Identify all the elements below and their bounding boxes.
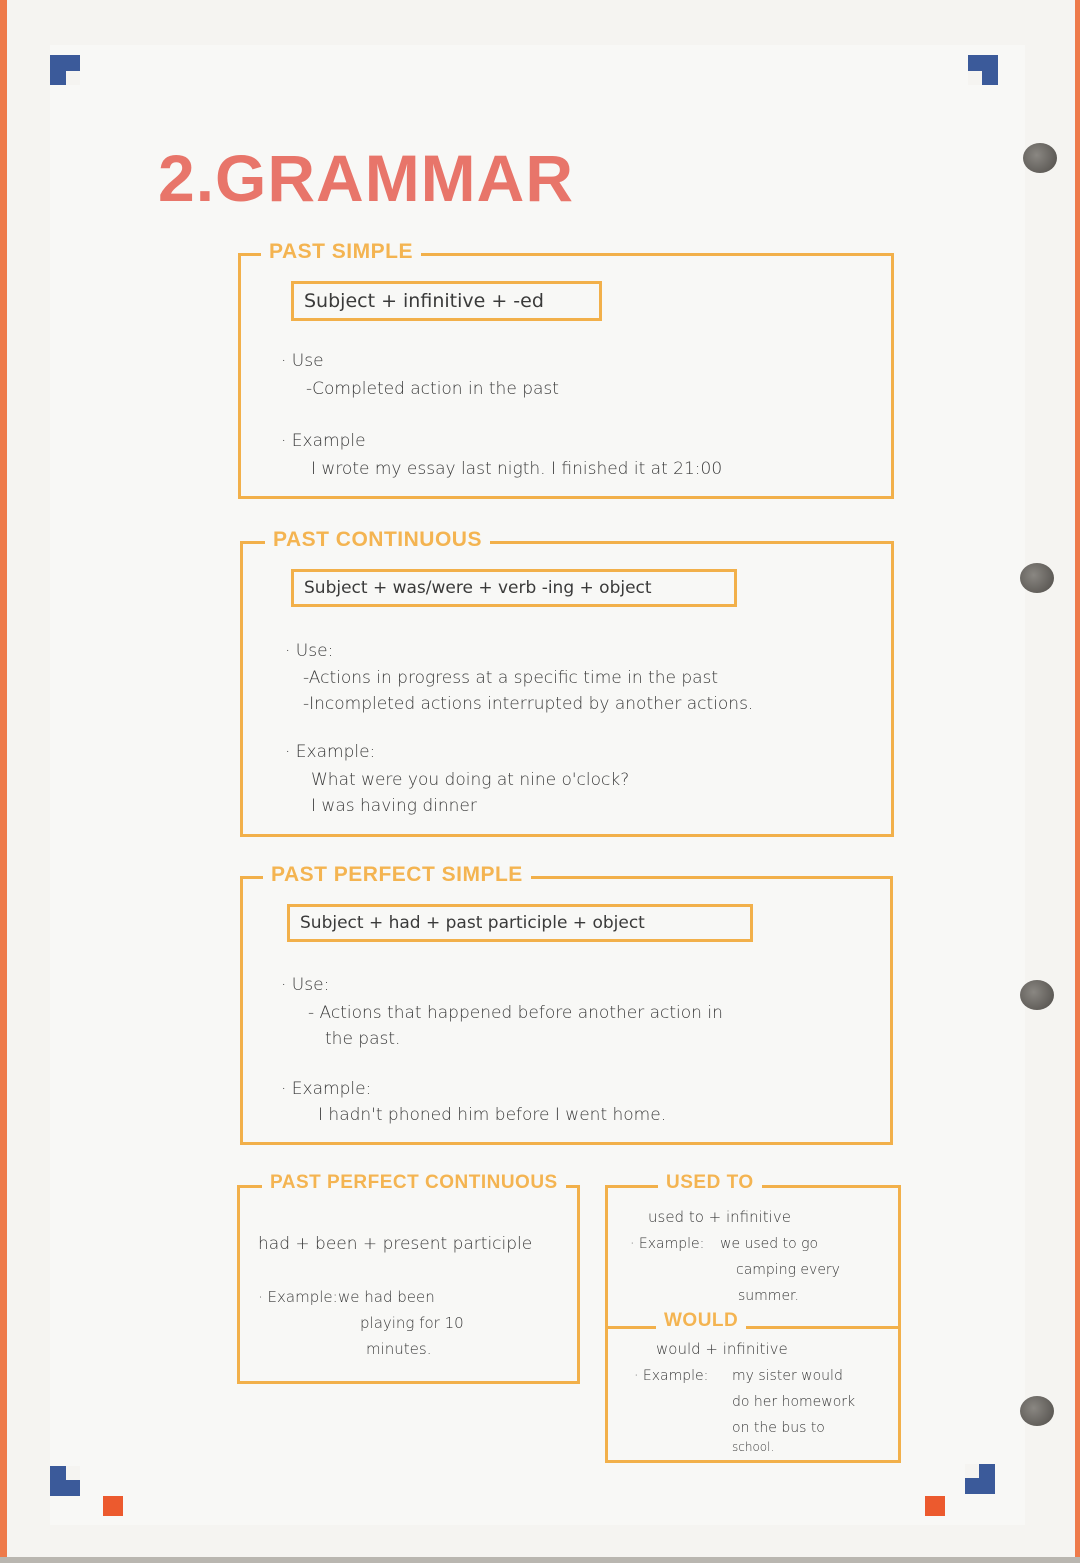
example-text: camping every — [736, 1262, 840, 1278]
example-text: minutes. — [366, 1340, 432, 1358]
example-text: What were you doing at nine o'clock? — [311, 770, 630, 790]
use-label: · Use: — [281, 975, 330, 995]
section-past-perfect-simple — [240, 863, 893, 1145]
use-label: · Use — [281, 351, 324, 371]
example-label: · Example: — [634, 1368, 709, 1384]
section-heading: USED TO — [658, 1172, 762, 1194]
example-text: school. — [732, 1440, 775, 1454]
page-edge-bottom — [0, 1557, 1080, 1563]
section-divider — [608, 1326, 898, 1329]
page-title: 2.GRAMMAR — [158, 141, 574, 215]
section-heading: PAST SIMPLE — [261, 240, 421, 264]
corner-marker-icon — [965, 1464, 995, 1494]
section-heading: PAST PERFECT CONTINUOUS — [262, 1172, 566, 1194]
corner-marker-icon — [968, 55, 998, 85]
example-label: · Example: — [630, 1236, 705, 1252]
section-heading: PAST CONTINUOUS — [265, 528, 490, 552]
corner-marker-icon — [50, 55, 80, 85]
formula-text: would + infinitive — [656, 1340, 788, 1358]
punch-hole — [1020, 980, 1054, 1010]
section-heading: WOULD — [656, 1310, 746, 1332]
formula-box: Subject + had + past participle + object — [287, 904, 753, 942]
example-text: summer. — [738, 1288, 799, 1304]
formula-box: Subject + was/were + verb -ing + object — [291, 569, 737, 607]
use-item: -Actions in progress at a specific time in the past — [303, 668, 719, 688]
example-label: · Example: — [285, 742, 376, 762]
example-text: playing for 10 — [360, 1314, 464, 1332]
example-text: I hadn't phoned him before I went home. — [318, 1105, 667, 1125]
section-past-perfect-continuous — [237, 1172, 580, 1384]
section-past-continuous — [240, 528, 894, 837]
orange-square-icon — [103, 1496, 123, 1516]
use-item: -Incompleted actions interrupted by another actions. — [303, 694, 754, 714]
example-text: we used to go — [720, 1236, 819, 1252]
page-edge-right — [1075, 0, 1080, 1563]
example-label: · Example: — [258, 1288, 338, 1306]
example-text: I wrote my essay last nigth. I finished it at 21:00 — [311, 459, 723, 479]
page-edge-left — [0, 0, 7, 1563]
formula-text: used to + infinitive — [648, 1208, 791, 1226]
example-label: · Example: — [281, 1079, 372, 1099]
example-text: on the bus to — [732, 1420, 825, 1436]
use-item: - Actions that happened before another action in — [308, 1003, 723, 1023]
punch-hole — [1023, 143, 1057, 173]
section-used-to-would — [605, 1172, 901, 1463]
example-text: I was having dinner — [311, 796, 477, 816]
use-item: -Completed action in the past — [306, 379, 559, 399]
formula-text: had + been + present participle — [258, 1234, 533, 1254]
example-text: my sister would — [732, 1368, 843, 1384]
corner-marker-icon — [50, 1466, 80, 1496]
section-past-simple — [238, 240, 894, 499]
punch-hole — [1020, 563, 1054, 593]
formula-box: Subject + infinitive + -ed — [291, 281, 602, 321]
use-label: · Use: — [285, 641, 334, 661]
use-item: the past. — [325, 1029, 401, 1049]
section-heading: PAST PERFECT SIMPLE — [263, 863, 531, 887]
example-text: we had been — [338, 1288, 435, 1306]
example-text: do her homework — [732, 1394, 856, 1410]
example-label: · Example — [281, 431, 366, 451]
orange-square-icon — [925, 1496, 945, 1516]
punch-hole — [1020, 1396, 1054, 1426]
